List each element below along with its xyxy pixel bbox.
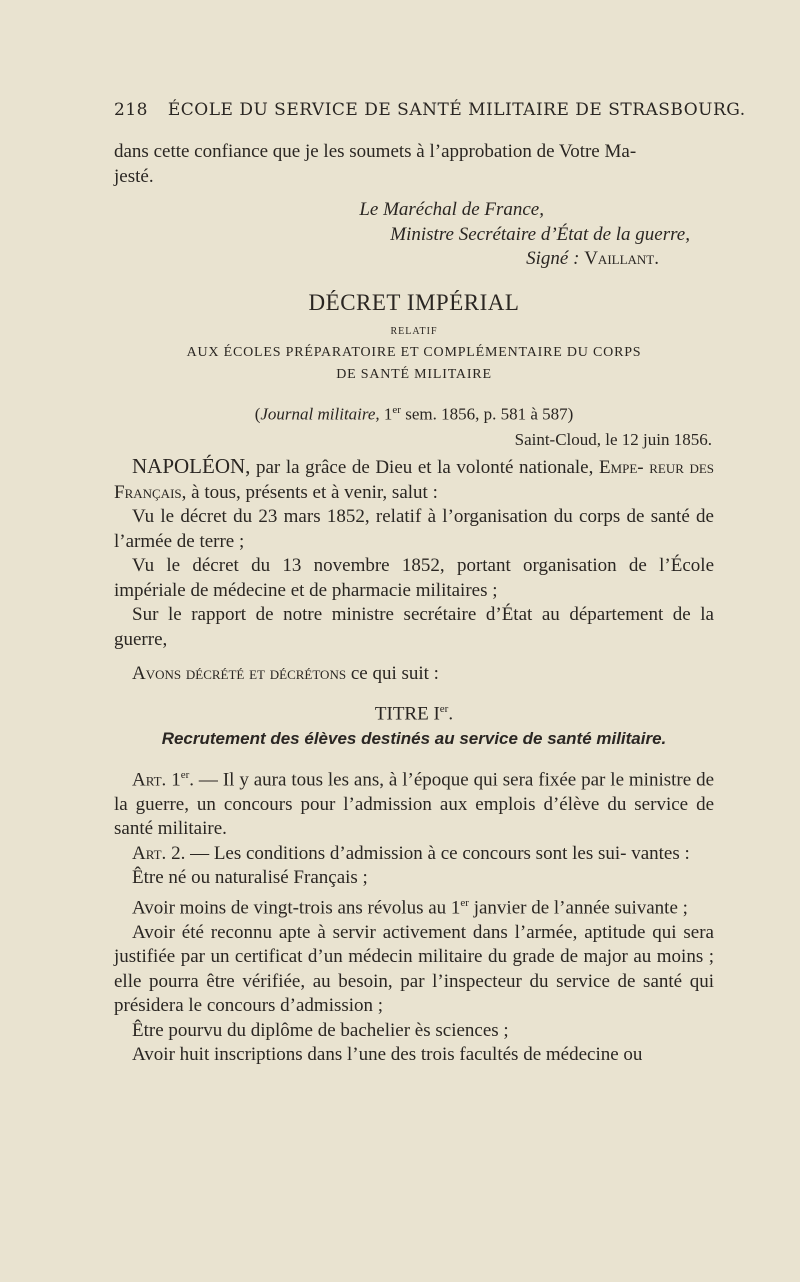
signature-line-1: Le Maréchal de France,	[359, 199, 544, 220]
preamble-vu-1: Vu le décret du 23 mars 1852, relatif à l’organisation du corps de santé de l’armée de terre ;	[114, 506, 714, 552]
page-number: 218	[114, 100, 148, 120]
titre-subtitle: Recrutement des élèves destinés au service de santé militaire.	[161, 728, 667, 748]
article-1: Art. 1er. — Il y aura tous les ans, à l’époque qui sera fixée par le ministre de la guerre, un concours pour l’admission aux emplois d’élève du service de santé militaire.	[114, 768, 715, 840]
decree-subject: AUX ÉCOLES PRÉPARATOIRE ET COMPLÉMENTAIRE DU CORPS DE SANTÉ MILITAIRE	[186, 344, 642, 382]
signature-line-3: Signé : Vaillant.	[526, 248, 659, 269]
intro-text: dans cette confiance que je les soumets à l’approbation de Votre Ma- jesté.	[114, 141, 637, 187]
signature-line-2: Ministre Secrétaire d’État de la guerre,	[390, 223, 690, 245]
condition-5: Avoir huit inscriptions dans l’une des trois facultés de médecine ou	[132, 1044, 643, 1066]
decree-title: DÉCRET IMPÉRIAL	[308, 289, 520, 315]
condition-3: Avoir été reconnu apte à servir activement dans l’armée, aptitude qui sera justifiée par un certificat d’un médecin militaire du grade de major au moins ; elle pourra être vérifiée, au besoin, par l’inspecteur du service de santé qui présidera le concours d’admission ;	[114, 921, 714, 1017]
running-title: ÉCOLE DU SERVICE DE SANTÉ MILITAIRE DE STRASBOURG.	[167, 100, 746, 120]
decree-source: (Journal militaire, 1er sem. 1856, p. 581 à 587)	[254, 403, 574, 424]
decree-date: Saint-Cloud, le 12 juin 1856.	[514, 430, 712, 450]
running-header	[114, 100, 746, 120]
preamble-avons: Avons décrété et décrétons ce qui suit :	[132, 663, 439, 685]
preamble-napoleon: NAPOLÉON, par la grâce de Dieu et la volonté nationale, Empe- reur des Français, à tous, présents et à venir, salut :	[114, 454, 715, 503]
titre-heading: TITRE Ier.	[374, 702, 454, 724]
decree-relatif: RELATIF	[390, 325, 438, 337]
article-2: Art. 2. — Les conditions d’admission à ce concours sont les sui- vantes :	[132, 842, 690, 864]
condition-4: Être pourvu du diplôme de bachelier ès sciences ;	[132, 1019, 509, 1041]
page-body	[114, 140, 714, 1068]
condition-2: Avoir moins de vingt-trois ans révolus au 1er janvier de l’année suivante ;	[132, 896, 688, 919]
preamble-vu-2: Vu le décret du 13 novembre 1852, portant organisation de l’École impériale de médecine et de pharmacie militaires ;	[114, 555, 714, 601]
preamble-sur: Sur le rapport de notre ministre secrétaire d’État au département de la guerre,	[114, 604, 714, 650]
condition-1: Être né ou naturalisé Français ;	[132, 867, 368, 889]
